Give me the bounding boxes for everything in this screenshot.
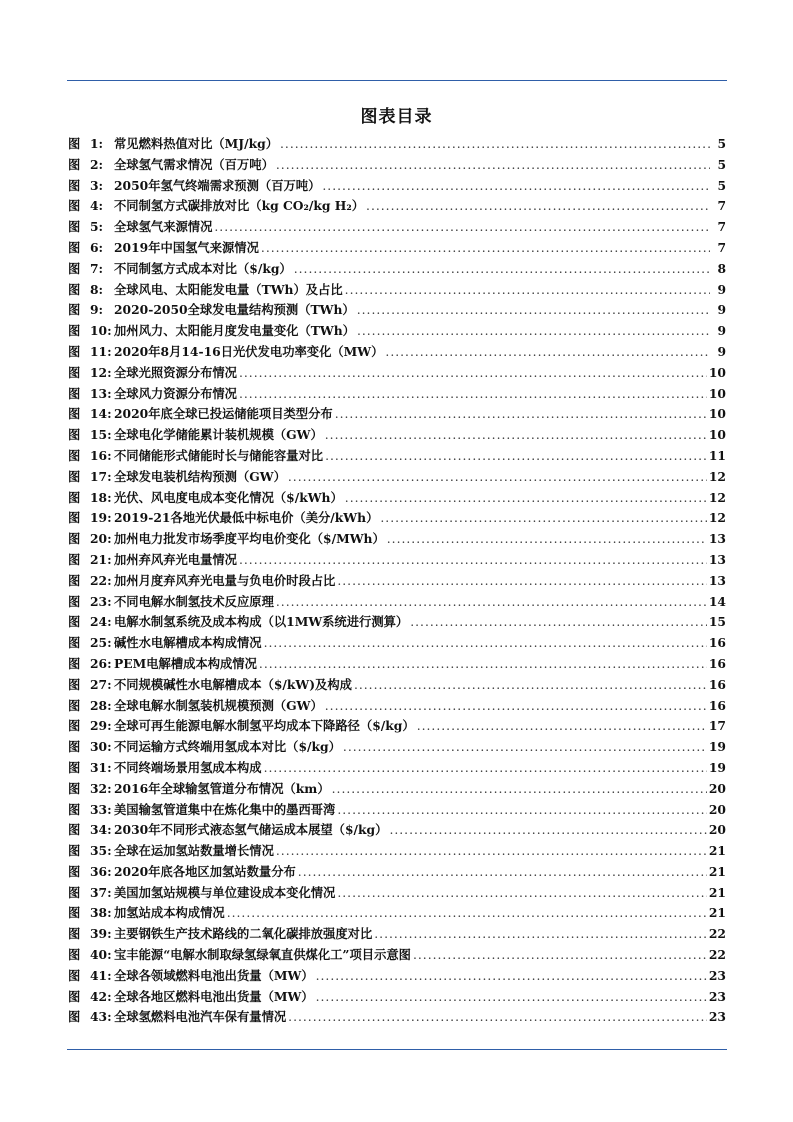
- figure-prefix: 图: [68, 780, 81, 796]
- figure-number: 41:: [90, 967, 112, 983]
- figure-number: 19:: [90, 510, 112, 526]
- figure-prefix: 图: [68, 801, 81, 817]
- dot-leader: [332, 782, 707, 796]
- page-number: 16: [708, 655, 726, 671]
- figure-title: 不同制氢方式成本对比（$/kg）: [114, 260, 292, 276]
- figure-title: 主要钢铁生产技术路线的二氧化碳排放强度对比: [114, 926, 373, 942]
- figure-prefix: 图: [68, 635, 81, 651]
- toc-entry[interactable]: [68, 779, 726, 800]
- figure-prefix: 图: [68, 718, 81, 734]
- figure-title: 全球风力资源分布情况: [114, 385, 237, 401]
- dot-leader: [264, 761, 707, 775]
- figure-number: 1:: [90, 136, 104, 151]
- figure-prefix: 图: [68, 822, 81, 838]
- page-number: 11: [708, 447, 726, 463]
- figure-prefix: 图: [68, 531, 81, 547]
- page-number: 13: [708, 551, 726, 567]
- figure-number: 36:: [90, 863, 112, 879]
- figure-number: 21:: [90, 551, 112, 567]
- figure-number: 15:: [90, 427, 112, 443]
- figure-number: 34:: [90, 822, 112, 838]
- figure-prefix: 图: [68, 136, 81, 151]
- figure-title: 常见燃料热值对比（MJ/kg）: [114, 136, 279, 151]
- page-number: 5: [717, 136, 726, 151]
- page-number: 23: [708, 988, 726, 1004]
- page-number: 9: [717, 323, 726, 339]
- figure-title: 加州月度弃风弃光电量与负电价时段占比: [114, 572, 336, 588]
- figure-prefix: 图: [68, 468, 81, 484]
- toc-entry[interactable]: [68, 1007, 726, 1028]
- dot-leader: [357, 303, 710, 317]
- figure-title: 美国加氢站规模与单位建设成本变化情况: [114, 884, 336, 900]
- figure-prefix: 图: [68, 572, 81, 588]
- toc-entry[interactable]: [68, 342, 726, 363]
- dot-leader: [325, 699, 707, 713]
- figure-number: 23:: [90, 593, 112, 609]
- figure-prefix: 图: [68, 156, 81, 172]
- page-number: 7: [717, 219, 726, 235]
- figure-title: 2030年不同形式液态氢气储运成本展望（$/kg）: [114, 822, 388, 838]
- toc-entry[interactable]: [68, 841, 726, 862]
- dot-leader: [239, 387, 707, 401]
- dot-leader: [337, 886, 707, 900]
- toc-entry[interactable]: [68, 134, 726, 155]
- figure-number: 17:: [90, 468, 112, 484]
- figure-title: 不同储能形式储能时长与储能容量对比: [114, 447, 324, 463]
- toc-entry[interactable]: [68, 758, 726, 779]
- toc-entry[interactable]: [68, 488, 726, 509]
- figure-number: 5:: [90, 219, 104, 235]
- dot-leader: [280, 137, 710, 151]
- figure-number: 18:: [90, 489, 112, 505]
- figure-number: 7:: [90, 260, 104, 276]
- figure-number: 40:: [90, 947, 112, 963]
- figure-prefix: 图: [68, 281, 81, 297]
- toc-entry[interactable]: [68, 903, 726, 924]
- toc-entry[interactable]: [68, 571, 726, 592]
- dot-leader: [288, 470, 707, 484]
- figure-title: PEM电解槽成本构成情况: [114, 655, 257, 671]
- figure-prefix: 图: [68, 988, 81, 1004]
- dot-leader: [264, 636, 707, 650]
- page-number: 12: [708, 489, 726, 505]
- dot-leader: [227, 906, 707, 920]
- figure-prefix: 图: [68, 239, 81, 255]
- figure-prefix: 图: [68, 967, 81, 983]
- page-number: 23: [708, 967, 726, 983]
- figure-title: 全球氢燃料电池汽车保有量情况: [114, 1009, 287, 1025]
- toc-entry[interactable]: [68, 737, 726, 758]
- toc-entry[interactable]: [68, 862, 726, 883]
- toc-entry[interactable]: [68, 280, 726, 301]
- page-number: 23: [708, 1009, 726, 1025]
- dot-leader: [214, 220, 710, 234]
- dot-leader: [354, 678, 707, 692]
- page-number: 21: [708, 905, 726, 921]
- dot-leader: [389, 823, 706, 837]
- dot-leader: [276, 158, 710, 172]
- figure-title: 碱性水电解槽成本构成情况: [114, 635, 262, 651]
- page-number: 15: [708, 614, 726, 630]
- figure-number: 32:: [90, 780, 112, 796]
- toc-entry[interactable]: [68, 716, 726, 737]
- figure-number: 11:: [90, 343, 112, 359]
- figure-number: 24:: [90, 614, 112, 630]
- figure-title: 全球电解水制氢装机规模预测（GW）: [114, 697, 323, 713]
- figure-title: 加州风力、太阳能月度发电量变化（TWh）: [114, 323, 355, 339]
- toc-entry[interactable]: [68, 238, 726, 259]
- figure-number: 3:: [90, 177, 104, 193]
- toc-entry[interactable]: [68, 924, 726, 945]
- figure-number: 27:: [90, 676, 112, 692]
- figure-prefix: 图: [68, 510, 81, 526]
- figure-prefix: 图: [68, 406, 81, 422]
- figure-title: 2050年氢气终端需求预测（百万吨）: [114, 177, 321, 193]
- toc-entry[interactable]: [68, 196, 726, 217]
- page-number: 20: [708, 801, 726, 817]
- toc-entry[interactable]: [68, 300, 726, 321]
- figure-prefix: 图: [68, 198, 81, 214]
- figure-number: 31:: [90, 759, 112, 775]
- page-number: 7: [717, 239, 726, 255]
- toc-entry[interactable]: [68, 425, 726, 446]
- toc-entry[interactable]: [68, 446, 726, 467]
- header-rule: [67, 80, 727, 81]
- dot-leader: [325, 449, 707, 463]
- figure-title: 全球发电装机结构预测（GW）: [114, 468, 286, 484]
- dot-leader: [385, 345, 710, 359]
- figure-number: 4:: [90, 198, 104, 214]
- figure-title: 全球光照资源分布情况: [114, 364, 237, 380]
- figure-number: 26:: [90, 655, 112, 671]
- figure-title: 全球氢气需求情况（百万吨）: [114, 156, 274, 172]
- figure-title: 不同运输方式终端用氢成本对比（$/kg）: [114, 739, 341, 755]
- figure-title: 2020年8月14-16日光伏发电功率变化（MW）: [114, 343, 384, 359]
- dot-leader: [337, 574, 707, 588]
- dot-leader: [413, 948, 707, 962]
- figure-title: 2020年底全球已投运储能项目类型分布: [114, 406, 333, 422]
- figure-title: 2016年全球输氢管道分布情况（km）: [114, 780, 330, 796]
- figure-prefix: 图: [68, 614, 81, 630]
- dot-leader: [345, 491, 707, 505]
- figure-number: 20:: [90, 531, 112, 547]
- dot-leader: [239, 366, 707, 380]
- figure-number: 9:: [90, 302, 104, 318]
- toc-entry[interactable]: [68, 966, 726, 987]
- dot-leader: [345, 283, 710, 297]
- figure-number: 28:: [90, 697, 112, 713]
- figure-number: 43:: [90, 1009, 112, 1025]
- figure-prefix: 图: [68, 489, 81, 505]
- figure-number: 8:: [90, 281, 104, 297]
- figure-list: [68, 134, 726, 1028]
- toc-entry[interactable]: [68, 529, 726, 550]
- page-number: 14: [708, 593, 726, 609]
- figure-title: 不同规模碱性水电解槽成本（$/kW)及构成: [114, 676, 352, 692]
- dot-leader: [387, 532, 707, 546]
- page-number: 21: [708, 863, 726, 879]
- toc-entry[interactable]: [68, 675, 726, 696]
- figure-number: 10:: [90, 323, 112, 339]
- page-number: 19: [708, 739, 726, 755]
- page-number: 10: [708, 385, 726, 401]
- dot-leader: [380, 511, 707, 525]
- figure-prefix: 图: [68, 177, 81, 193]
- figure-prefix: 图: [68, 385, 81, 401]
- figure-prefix: 图: [68, 843, 81, 859]
- dot-leader: [316, 969, 707, 983]
- figure-prefix: 图: [68, 323, 81, 339]
- figure-number: 16:: [90, 447, 112, 463]
- figure-prefix: 图: [68, 551, 81, 567]
- toc-entry[interactable]: [68, 176, 726, 197]
- dot-leader: [417, 719, 707, 733]
- figure-number: 25:: [90, 635, 112, 651]
- figure-title: 宝丰能源“电解水制取绿氢绿氧直供煤化工”项目示意图: [114, 947, 411, 963]
- figure-prefix: 图: [68, 739, 81, 755]
- figure-title: 电解水制氢系统及成本构成（以1MW系统进行测算）: [114, 614, 409, 630]
- page-number: 22: [708, 947, 726, 963]
- page-number: 8: [717, 260, 726, 276]
- figure-title: 不同电解水制氢技术反应原理: [114, 593, 274, 609]
- page-number: 10: [708, 427, 726, 443]
- page-number: 16: [708, 697, 726, 713]
- figure-prefix: 图: [68, 593, 81, 609]
- toc-entry[interactable]: [68, 508, 726, 529]
- figure-title: 不同终端场景用氢成本构成: [114, 759, 262, 775]
- page-number: 5: [717, 177, 726, 193]
- figure-prefix: 图: [68, 863, 81, 879]
- figure-prefix: 图: [68, 219, 81, 235]
- figure-number: 38:: [90, 905, 112, 921]
- toc-entry[interactable]: [68, 592, 726, 613]
- figure-prefix: 图: [68, 364, 81, 380]
- figure-prefix: 图: [68, 655, 81, 671]
- dot-leader: [366, 199, 710, 213]
- page-number: 19: [708, 759, 726, 775]
- toc-entry[interactable]: [68, 217, 726, 238]
- figure-title: 美国输氢管道集中在炼化集中的墨西哥湾: [114, 801, 336, 817]
- figure-number: 29:: [90, 718, 112, 734]
- figure-number: 37:: [90, 884, 112, 900]
- dot-leader: [316, 990, 707, 1004]
- dot-leader: [343, 740, 707, 754]
- page-number: 9: [717, 343, 726, 359]
- dot-leader: [374, 927, 707, 941]
- figure-prefix: 图: [68, 947, 81, 963]
- toc-entry[interactable]: [68, 467, 726, 488]
- footer-rule: [67, 1049, 727, 1050]
- toc-entry[interactable]: [68, 696, 726, 717]
- figure-title: 全球各领域燃料电池出货量（MW）: [114, 967, 314, 983]
- figure-prefix: 图: [68, 343, 81, 359]
- page-number: 16: [708, 676, 726, 692]
- page-number: 16: [708, 635, 726, 651]
- figure-title: 全球电化学储能累计装机规模（GW）: [114, 427, 323, 443]
- figure-title: 2020-2050全球发电量结构预测（TWh）: [114, 302, 355, 318]
- dot-leader: [276, 595, 707, 609]
- dot-leader: [294, 262, 710, 276]
- figure-title: 加州弃风弃光电量情况: [114, 551, 237, 567]
- toc-entry[interactable]: [68, 321, 726, 342]
- toc-entry[interactable]: [68, 633, 726, 654]
- dot-leader: [259, 657, 707, 671]
- dot-leader: [410, 615, 707, 629]
- page-number: 5: [717, 156, 726, 172]
- page-number: 9: [717, 281, 726, 297]
- figure-prefix: 图: [68, 260, 81, 276]
- dot-leader: [337, 803, 707, 817]
- figure-title: 2019-21各地光伏最低中标电价（美分/kWh）: [114, 510, 379, 526]
- figure-prefix: 图: [68, 926, 81, 942]
- toc-entry[interactable]: [68, 612, 726, 633]
- figure-prefix: 图: [68, 759, 81, 775]
- figure-title: 2019年中国氢气来源情况: [114, 239, 259, 255]
- dot-leader: [261, 241, 710, 255]
- figure-title: 全球各地区燃料电池出货量（MW）: [114, 988, 314, 1004]
- toc-entry[interactable]: [68, 820, 726, 841]
- dot-leader: [357, 324, 710, 338]
- figure-title: 光伏、风电度电成本变化情况（$/kWh）: [114, 489, 343, 505]
- page-number: 10: [708, 406, 726, 422]
- toc-entry[interactable]: [68, 363, 726, 384]
- dot-leader: [239, 553, 707, 567]
- toc-entry[interactable]: [68, 800, 726, 821]
- dot-leader: [288, 1010, 707, 1024]
- figure-prefix: 图: [68, 697, 81, 713]
- dot-leader: [298, 865, 707, 879]
- page-number: 22: [708, 926, 726, 942]
- figure-number: 2:: [90, 156, 104, 172]
- dot-leader: [322, 179, 710, 193]
- page-number: 12: [708, 468, 726, 484]
- figure-number: 14:: [90, 406, 112, 422]
- toc-entry[interactable]: [68, 654, 726, 675]
- figure-title: 加州电力批发市场季度平均电价变化（$/MWh）: [114, 531, 385, 547]
- toc-entry[interactable]: [68, 945, 726, 966]
- figure-title: 不同制氢方式碳排放对比（kg CO₂/kg H₂）: [114, 198, 365, 214]
- page-number: 10: [708, 364, 726, 380]
- toc-entry[interactable]: [68, 259, 726, 280]
- figure-prefix: 图: [68, 427, 81, 443]
- figure-number: 22:: [90, 572, 112, 588]
- page-number: 9: [717, 302, 726, 318]
- figure-prefix: 图: [68, 884, 81, 900]
- page-number: 20: [708, 822, 726, 838]
- figure-title: 全球可再生能源电解水制氢平均成本下降路径（$/kg）: [114, 718, 415, 734]
- figure-number: 42:: [90, 988, 112, 1004]
- page-number: 20: [708, 780, 726, 796]
- toc-entry[interactable]: [68, 155, 726, 176]
- page-number: 12: [708, 510, 726, 526]
- figure-number: 30:: [90, 739, 112, 755]
- page-title: 图表目录: [360, 107, 433, 127]
- figure-title: 加氢站成本构成情况: [114, 905, 225, 921]
- figure-prefix: 图: [68, 302, 81, 318]
- page-number: 13: [708, 572, 726, 588]
- toc-entry[interactable]: [68, 550, 726, 571]
- dot-leader: [335, 407, 707, 421]
- dot-leader: [325, 428, 707, 442]
- page-number: 21: [708, 884, 726, 900]
- page-number: 7: [717, 198, 726, 214]
- figure-prefix: 图: [68, 676, 81, 692]
- figure-title: 全球在运加氢站数量增长情况: [114, 843, 274, 859]
- toc-entry[interactable]: [68, 384, 726, 405]
- toc-entry[interactable]: [68, 987, 726, 1008]
- figure-number: 35:: [90, 843, 112, 859]
- figure-prefix: 图: [68, 1009, 81, 1025]
- figure-number: 6:: [90, 239, 104, 255]
- dot-leader: [276, 844, 707, 858]
- page-number: 13: [708, 531, 726, 547]
- figure-number: 39:: [90, 926, 112, 942]
- figure-title: 2020年底各地区加氢站数量分布: [114, 863, 296, 879]
- figure-title: 全球风电、太阳能发电量（TWh）及占比: [114, 281, 343, 297]
- figure-title: 全球氢气来源情况: [114, 219, 213, 235]
- figure-prefix: 图: [68, 905, 81, 921]
- toc-entry[interactable]: [68, 883, 726, 904]
- figure-number: 12:: [90, 364, 112, 380]
- page-number: 21: [708, 843, 726, 859]
- toc-entry[interactable]: [68, 404, 726, 425]
- figure-number: 13:: [90, 385, 112, 401]
- page-number: 17: [708, 718, 726, 734]
- figure-prefix: 图: [68, 447, 81, 463]
- figure-number: 33:: [90, 801, 112, 817]
